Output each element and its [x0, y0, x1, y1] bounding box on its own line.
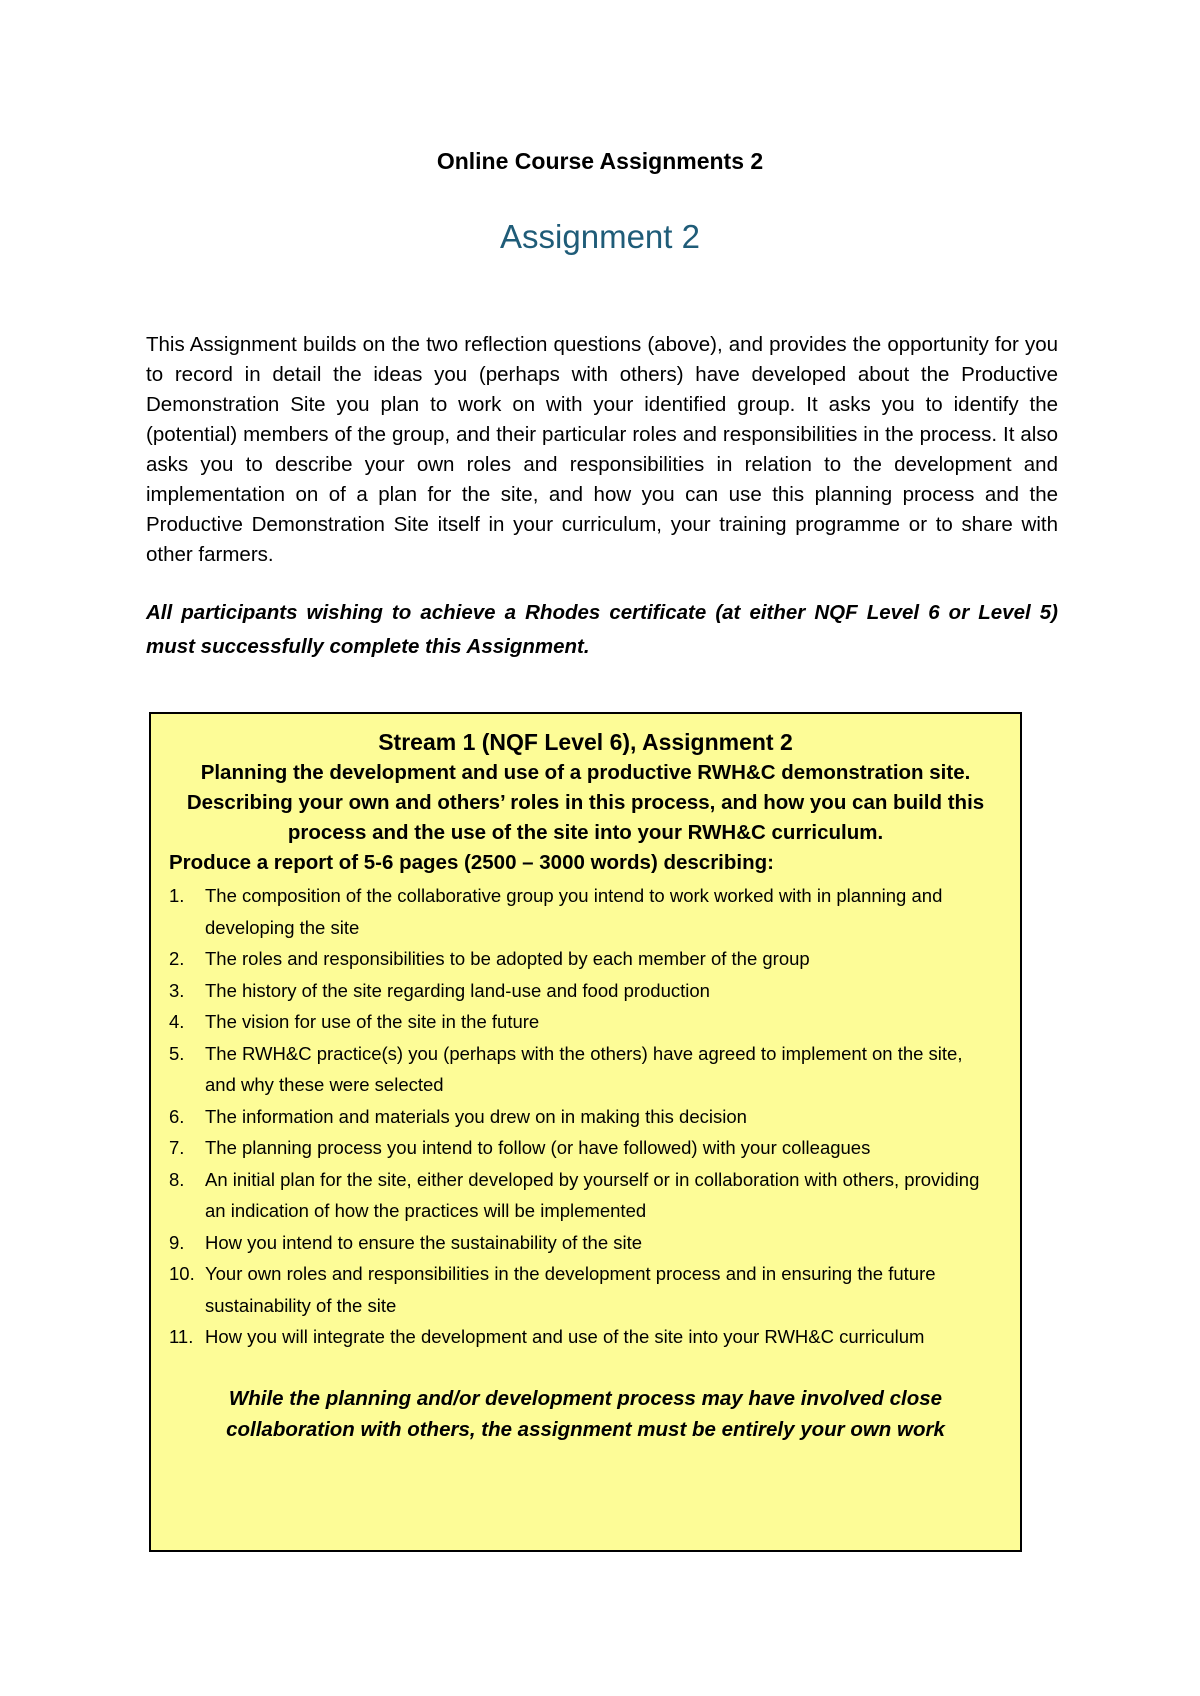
list-item-text: The history of the site regarding land-use and food production [205, 979, 710, 1001]
list-item-text: The information and materials you drew on in making this decision [205, 1105, 747, 1127]
list-item [169, 943, 1002, 975]
list-item [169, 1101, 1002, 1133]
list-item-number: 11. [169, 1326, 194, 1347]
list-item-text: Your own roles and responsibilities in the development process and in ensuring the future sustainability of the site [205, 1263, 936, 1316]
list-item-text: An initial plan for the site, either developed by yourself or in collaboration with others, providing an indication of how the practices will be implemented [205, 1168, 980, 1221]
list-item [169, 1038, 1002, 1101]
document-heading: Online Course Assignments 2 [436, 148, 764, 174]
list-item-number: 1. [169, 885, 185, 906]
list-item-text: How you will integrate the development and use of the site into your RWH&C curriculum [205, 1326, 925, 1347]
list-item [169, 975, 1002, 1007]
list-item [169, 1164, 1002, 1227]
list-item-number: 6. [169, 1105, 185, 1127]
closing-statement: While the planning and/or development process may have involved close collaboration with others, the assignment must be entirely your own work [226, 1386, 945, 1441]
list-item-number: 2. [169, 948, 185, 969]
list-item [169, 1227, 1002, 1259]
list-item-number: 8. [169, 1168, 185, 1190]
list-item-number: 9. [169, 1231, 185, 1253]
list-item [169, 1132, 1002, 1164]
list-item-text: How you intend to ensure the sustainability of the site [205, 1231, 643, 1253]
list-item-text: The RWH&C practice(s) you (perhaps with the others) have agreed to implement on the site, and why these were selected [205, 1042, 963, 1095]
list-item-text: The planning process you intend to follow (or have followed) with your colleagues [205, 1137, 871, 1158]
list-item [169, 1258, 1002, 1321]
stream-title: Stream 1 (NQF Level 6), Assignment 2 [378, 729, 793, 755]
list-item [169, 1006, 1002, 1038]
list-item-number: 10. [169, 1263, 195, 1284]
assignment-title: Assignment 2 [500, 218, 700, 255]
list-item-number: 4. [169, 1011, 185, 1032]
list-item-number: 7. [169, 1137, 185, 1158]
list-item [169, 1321, 1002, 1353]
requirements-list [169, 880, 1002, 1353]
stream-subtitle-2: Describing your own and others’ roles in this process, and how you can build this process and the use of the site into your RWH&C curriculum. [186, 791, 985, 844]
list-item [169, 880, 1002, 943]
list-item-number: 5. [169, 1042, 185, 1064]
stream-subtitle-1: Planning the development and use of a productive RWH&C demonstration site. [200, 761, 971, 784]
list-item-text: The vision for use of the site in the future [205, 1011, 540, 1032]
report-instruction: Produce a report of 5-6 pages (2500 – 3000 words) describing: [169, 851, 774, 874]
certificate-note: All participants wishing to achieve a Rhodes certificate (at either NQF Level 6 or Level 5) must successfully complete this Assignment. [146, 601, 1058, 658]
stream-assignment-box [149, 712, 1022, 1552]
list-item-text: The roles and responsibilities to be adopted by each member of the group [205, 948, 810, 969]
list-item-text: The composition of the collaborative group you intend to work worked with in planning and developing the site [205, 885, 943, 938]
list-item-number: 3. [169, 979, 185, 1001]
intro-paragraph: This Assignment builds on the two reflection questions (above), and provides the opportunity for you to record in detail the ideas you (perhaps with others) have developed about the Productive Demonstration Site you plan to work on with your identified group. It asks you to identify the (potential) members of the group, and their particular roles and responsibilities in the process. It also asks you to describe your own roles and responsibilities in relation to the development and implementation on of a plan for the site, and how you can use this planning process and the Productive Demonstration Site itself in your curriculum, your training programme or to share with other farmers. [146, 333, 1058, 566]
